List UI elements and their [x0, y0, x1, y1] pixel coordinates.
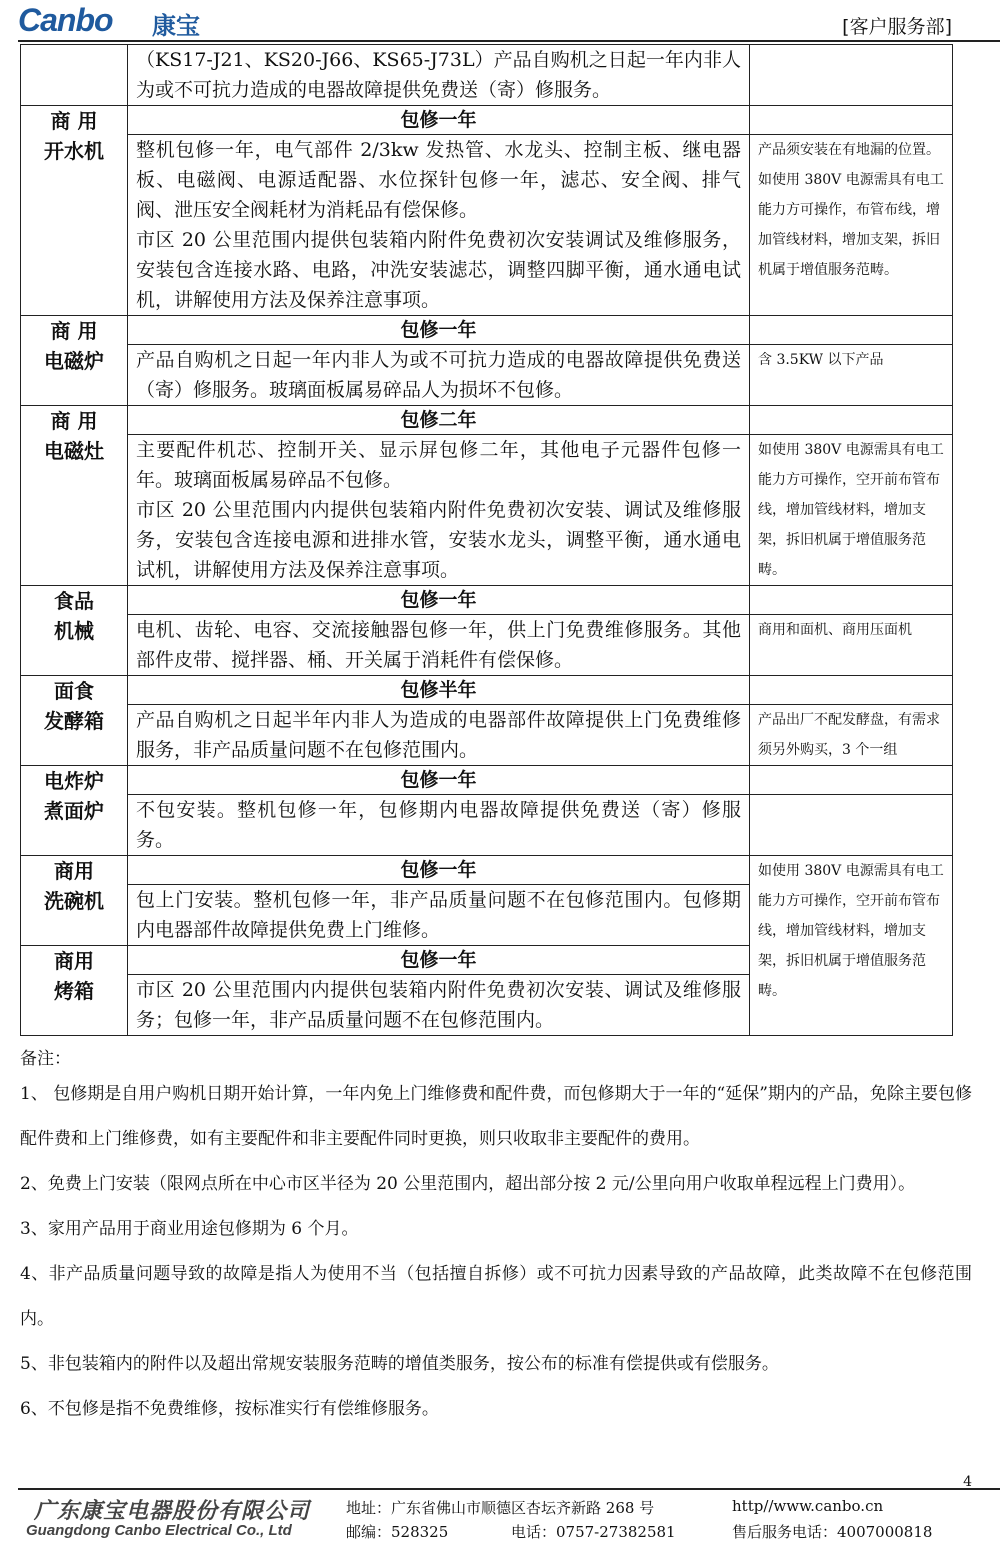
- category-cell: 商 用 开水机: [21, 106, 128, 316]
- table-row-fryer-desc: [21, 795, 953, 856]
- remark-item: 5、非包装箱内的附件以及超出常规安装服务范畴的增值类服务，按公布的标准有偿提供或有偿服务。: [20, 1354, 779, 1374]
- table-row-continuation: [21, 45, 953, 106]
- canbo-logo-cn: 康宝: [152, 12, 200, 40]
- table-row-stove-desc: [21, 435, 953, 586]
- warranty-desc: 主要配件机芯、控制开关、显示屏包修二年，其他电子元器件包修一年。玻璃面板属易碎品不包修。 市区 20 公里范围内内提供包装箱内附件免费初次安装、调试及维修服务，安装包含连接电源和进排水管，安装水龙头，调整平衡，通水通电试机，讲解使用方法及保养注意事项。: [128, 435, 750, 586]
- company-address: 地址：广东省佛山市顺德区杏坛齐新路 268 号: [346, 1499, 655, 1517]
- warranty-term: 包修一年: [128, 316, 750, 345]
- table-row-dishwasher-term: [21, 856, 953, 885]
- remark-item: 3、家用产品用于商业用途包修期为 6 个月。: [20, 1219, 359, 1239]
- warranty-term: 包修一年: [128, 586, 750, 615]
- page-header: [0, 0, 1000, 44]
- warranty-note: [750, 795, 953, 856]
- warranty-note: 产品出厂不配发酵盘，有需求须另外购买，3 个一组: [750, 705, 953, 766]
- table-row-food-machine-desc: [21, 615, 953, 676]
- service-phone: 售后服务电话：4007000818: [732, 1523, 933, 1541]
- remarks-section: [20, 1046, 972, 1432]
- remark-item: 6、不包修是指不免费维修，按标准实行有偿维修服务。: [20, 1399, 439, 1419]
- category-cell: 面食 发酵箱: [21, 676, 128, 766]
- page-number: 4: [963, 1474, 972, 1490]
- warranty-note: 商用和面机、商用压面机: [750, 615, 953, 676]
- warranty-note: 产品须安装在有地漏的位置。如使用 380V 电源需具有电工能力方可操作，布管布线，增加管线材料，增加支架，拆旧机属于增值服务范畴。: [750, 135, 953, 316]
- table-row-induction-desc: [21, 345, 953, 406]
- warranty-desc: 产品自购机之日起半年内非人为造成的电器部件故障提供上门免费维修服务，非产品质量问题不在包修范围内。: [128, 705, 750, 766]
- warranty-term: 包修一年: [128, 106, 750, 135]
- remark-item: 4、非产品质量问题导致的故障是指人为使用不当（包括擅自拆修）或不可抗力因素导致的产品故障，此类故障不在包修范围内。: [20, 1264, 972, 1329]
- company-name-cn: 广东康宝电器股份有限公司: [34, 1499, 311, 1524]
- warranty-note: 如使用 380V 电源需具有电工能力方可操作，空开前布管布线，增加管线材料，增加支架，拆旧机属于增值服务范畴。: [750, 435, 953, 586]
- category-cell: 商用 烤箱: [21, 946, 128, 1036]
- company-website: http//www.canbo.cn: [732, 1497, 884, 1515]
- department-label: [客户服务部]: [842, 16, 952, 38]
- remark-item: 1、 包修期是自用户购机日期开始计算，一年内免上门维修费和配件费，而包修期大于一年的“延保”期内的产品，免除主要包修配件费和上门维修费，如有主要配件和非主要配件同时更换，则只收取非主要配件的费用。: [20, 1084, 972, 1149]
- warranty-note: 含 3.5KW 以下产品: [750, 345, 953, 406]
- company-postcode: 邮编：528325: [346, 1523, 449, 1541]
- warranty-desc: 电机、齿轮、电容、交流接触器包修一年，供上门免费维修服务。其他部件皮带、搅拌器、桶、开关属于消耗件有偿保修。: [128, 615, 750, 676]
- table-row-kettle-term: [21, 106, 953, 135]
- table-row-food-machine-term: [21, 586, 953, 615]
- company-phone: 电话：0757-27382581: [511, 1523, 676, 1541]
- warranty-table: [20, 44, 953, 1036]
- table-row-fryer-term: [21, 766, 953, 795]
- warranty-term: 包修二年: [128, 406, 750, 435]
- warranty-desc: 市区 20 公里范围内内提供包装箱内附件免费初次安装、调试及维修服务；包修一年，非产品质量问题不在包修范围内。: [128, 975, 750, 1036]
- footer-divider: [18, 1488, 1000, 1490]
- table-row-proofer-desc: [21, 705, 953, 766]
- warranty-note: 如使用 380V 电源需具有电工能力方可操作，空开前布管布线，增加管线材料，增加支架，拆旧机属于增值服务范畴。: [750, 856, 953, 1036]
- continuation-desc: （KS17-J21、KS20-J66、KS65-J73L）产品自购机之日起一年内非人为或不可抗力造成的电器故障提供免费送（寄）修服务。: [128, 45, 750, 106]
- canbo-logo: Canbo: [18, 2, 113, 38]
- category-cell: 电炸炉 煮面炉: [21, 766, 128, 856]
- remark-item: 2、免费上门安装（限网点所在中心市区半径为 20 公里范围内，超出部分按 2 元/公里向用户收取单程远程上门费用）。: [20, 1174, 916, 1194]
- table-row-proofer-term: [21, 676, 953, 705]
- warranty-desc: 产品自购机之日起一年内非人为或不可抗力造成的电器故障提供免费送（寄）修服务。玻璃面板属易碎品人为损坏不包修。: [128, 345, 750, 406]
- warranty-term: 包修一年: [128, 946, 750, 975]
- header-divider: [18, 40, 1000, 42]
- category-cell: 商用 洗碗机: [21, 856, 128, 946]
- table-row-kettle-desc: [21, 135, 953, 316]
- warranty-term: 包修一年: [128, 766, 750, 795]
- category-cell: 商 用 电磁灶: [21, 406, 128, 586]
- remarks-title: 备注：: [20, 1049, 71, 1069]
- warranty-term: 包修半年: [128, 676, 750, 705]
- warranty-term: 包修一年: [128, 856, 750, 885]
- table-row-stove-term: [21, 406, 953, 435]
- warranty-desc: 包上门安装。整机包修一年，非产品质量问题不在包修范围内。包修期内电器部件故障提供免费上门维修。: [128, 885, 750, 946]
- table-row-induction-term: [21, 316, 953, 345]
- warranty-desc: 整机包修一年，电气部件 2/3kw 发热管、水龙头、控制主板、继电器板、电磁阀、电源适配器、水位探针包修一年，滤芯、安全阀、排气阀、泄压安全阀耗材为消耗品有偿保修。 市区 20 公里范围内提供包装箱内附件免费初次安装调试及维修服务，安装包含连接水路、电路，冲洗安装滤芯，调整四脚平衡，通水通电试机，讲解使用方法及保养注意事项。: [128, 135, 750, 316]
- category-cell: 食品 机械: [21, 586, 128, 676]
- warranty-desc: 不包安装。整机包修一年，包修期内电器故障提供免费送（寄）修服务。: [128, 795, 750, 856]
- company-name-en: Guangdong Canbo Electrical Co., Ltd: [26, 1522, 292, 1539]
- category-cell: 商 用 电磁炉: [21, 316, 128, 406]
